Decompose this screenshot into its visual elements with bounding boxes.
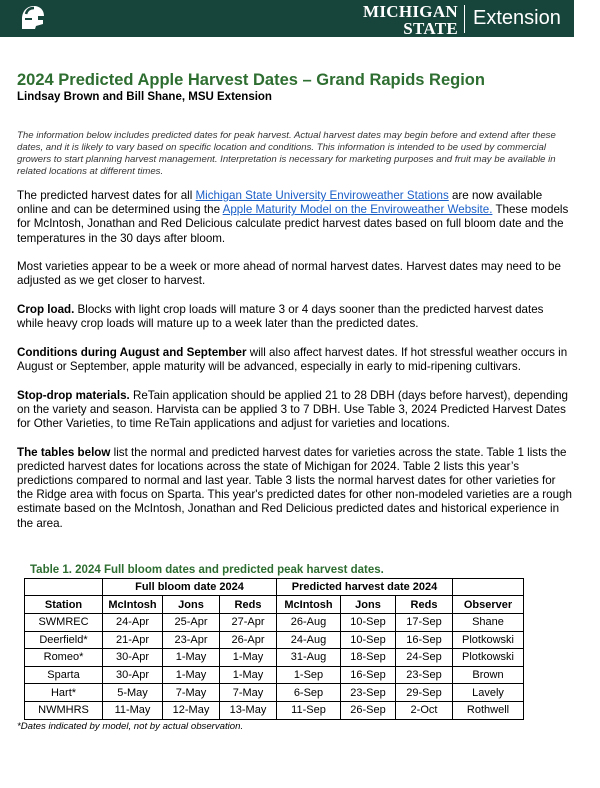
table-cell: Plotkowski	[453, 649, 524, 667]
paragraph-intro	[17, 189, 573, 246]
paragraph-tables	[17, 446, 573, 531]
paragraph-stop-drop	[17, 389, 573, 432]
col-header-bloom-reds: Reds	[220, 596, 277, 614]
table-cell: 26-Apr	[220, 631, 277, 649]
table-footnote: *Dates indicated by model, not by actual observation.	[17, 720, 244, 732]
disclaimer: The information below includes predicted dates for peak harvest. Actual harvest dates may begin before and extend after these dates, and it is likely to vary based on specific location and conditions. This information is intended to be used by commercial growers to start planning harvest management. Interpretation is necessary for marketing purposes and fruit may be available in related locations at different times.	[17, 130, 556, 177]
table-cell: 30-Apr	[103, 666, 163, 684]
col-header-bloom-jons: Jons	[163, 596, 220, 614]
table-cell: 2-Oct	[396, 701, 453, 719]
p1-text-b: are now available online and can be determined using the	[17, 189, 543, 217]
table-cell: 23-Apr	[163, 631, 220, 649]
table-cell: 11-Sep	[277, 701, 341, 719]
table-cell: Shane	[453, 614, 524, 632]
brand-top: MICHIGAN STATE	[363, 2, 458, 38]
table-cell: 11-May	[103, 701, 163, 719]
table-cell: 12-May	[163, 701, 220, 719]
table-cell: 24-Apr	[103, 614, 163, 632]
crop-load-text: Blocks with light crop loads will mature 3 or 4 days sooner than the predicted harvest dates while heavy crop loads will mature up to a week later than the predicted dates.	[17, 303, 544, 331]
authors: Lindsay Brown and Bill Shane, MSU Extension	[17, 91, 272, 103]
table-cell: 27-Apr	[220, 614, 277, 632]
table-cell: 23-Sep	[396, 666, 453, 684]
table-cell: 5-May	[103, 684, 163, 702]
table1-title: Table 1. 2024 Full bloom dates and predicted peak harvest dates.	[30, 563, 384, 576]
p1-text-c: These models for McIntosh, Jonathan and Red Delicious calculate predict harvest dates based on full bloom date and the temperatures in the 30 days after bloom.	[17, 203, 569, 245]
table-cell: 7-May	[220, 684, 277, 702]
harvest-table	[24, 578, 524, 720]
msu-wordmark[interactable]	[340, 2, 463, 50]
table-cell: 10-Sep	[341, 614, 396, 632]
table-cell: Romeo*	[25, 649, 103, 667]
table-cell: 13-May	[220, 701, 277, 719]
spartan-helmet-icon	[16, 2, 48, 34]
conditions-heading: Conditions during August and September	[17, 345, 247, 359]
table-cell: 10-Sep	[341, 631, 396, 649]
col-header-observer: Observer	[453, 596, 524, 614]
tables-heading: The tables below	[17, 445, 111, 459]
table-cell: Plotkowski	[453, 631, 524, 649]
table-row	[25, 684, 524, 702]
table-cell: 31-Aug	[277, 649, 341, 667]
table-corner-cell	[453, 578, 524, 596]
col-header-harvest-mcintosh: McIntosh	[277, 596, 341, 614]
table-row	[25, 614, 524, 632]
enviroweather-stations-link[interactable]: Michigan State University Enviroweather Stations	[195, 189, 449, 202]
table-cell: 30-Apr	[103, 649, 163, 667]
brand-divider	[464, 5, 465, 33]
table-cell: 16-Sep	[396, 631, 453, 649]
table-cell: 1-Sep	[277, 666, 341, 684]
article-content	[17, 70, 573, 733]
table-cell: Deerfield*	[25, 631, 103, 649]
paragraph-ahead: Most varieties appear to be a week or more ahead of normal harvest dates. Harvest dates may need to be adjusted as we get closer to harvest.	[17, 260, 561, 288]
tables-text: list the normal and predicted harvest dates for varieties across the state. Table 1 lists the predicted harvest dates for locations across the state of Michigan for 2024. Table 2 lists this year’s predictions compared to normal and last year. Table 3 lists the normal harvest dates for other varieties for the Ridge area with focus on Sparta. This year's predicted dates for other non-modeled varieties are a rough estimate based on the McIntosh, Jonathan and Red Delicious predicted dates and historical experience in the area.	[17, 445, 572, 530]
p1-text-a: The predicted harvest dates for all	[17, 189, 196, 202]
table-corner-cell	[25, 578, 103, 596]
table-cell: 25-Apr	[163, 614, 220, 632]
col-header-harvest-reds: Reds	[396, 596, 453, 614]
table-cell: 17-Sep	[396, 614, 453, 632]
table-row	[25, 631, 524, 649]
table-cell: 6-Sep	[277, 684, 341, 702]
conditions-text: will also affect harvest dates. If hot stressful weather occurs in August or September, apple maturity will be advanced, especially in early to mid-ripening cultivars.	[17, 345, 568, 373]
table-cell: 26-Aug	[277, 614, 341, 632]
table-cell: 1-May	[220, 666, 277, 684]
table-cell: 21-Apr	[103, 631, 163, 649]
table-cell: Sparta	[25, 666, 103, 684]
table-cell: Hart*	[25, 684, 103, 702]
table-cell: 24-Aug	[277, 631, 341, 649]
crop-load-heading: Crop load.	[17, 303, 75, 316]
table-cell: 23-Sep	[341, 684, 396, 702]
predicted-harvest-group-header: Predicted harvest date 2024	[277, 578, 453, 596]
table-cell: Brown	[453, 666, 524, 684]
table-cell: 7-May	[163, 684, 220, 702]
col-header-bloom-mcintosh: McIntosh	[103, 596, 163, 614]
table-header-row	[25, 596, 524, 614]
table-cell: NWMHRS	[25, 701, 103, 719]
table-row	[25, 649, 524, 667]
table-cell: Lavely	[453, 684, 524, 702]
table-cell: 24-Sep	[396, 649, 453, 667]
table-row	[25, 701, 524, 719]
paragraph-crop-load	[17, 303, 573, 331]
col-header-harvest-jons: Jons	[341, 596, 396, 614]
brand-bottom: UNIVERSITY	[347, 38, 463, 49]
table-cell: SWMREC	[25, 614, 103, 632]
table-cell: 1-May	[163, 649, 220, 667]
table-cell: 29-Sep	[396, 684, 453, 702]
table-group-header-row	[25, 578, 524, 596]
table-cell: 16-Sep	[341, 666, 396, 684]
page-title: 2024 Predicted Apple Harvest Dates – Grand Rapids Region	[17, 71, 485, 89]
table-cell: 1-May	[220, 649, 277, 667]
apple-maturity-model-link[interactable]: Apple Maturity Model on the Enviroweather Website.	[222, 203, 493, 217]
header-bar	[0, 0, 574, 49]
table-row	[25, 666, 524, 684]
stop-drop-text: ReTain application should be applied 21 to 28 DBH (days before harvest), depending on the variety and season. Harvista can be applied 3 to 7 DBH. Use Table 3, 2024 Predicted Harvest Dates for Other Varieties, to time ReTain applications and adjust for varieties and locations.	[17, 388, 569, 430]
table-cell: 1-May	[163, 666, 220, 684]
table-cell: 18-Sep	[341, 649, 396, 667]
paragraph-conditions	[17, 346, 573, 374]
table-cell: 26-Sep	[341, 701, 396, 719]
full-bloom-group-header: Full bloom date 2024	[103, 578, 277, 596]
col-header-station: Station	[25, 596, 103, 614]
stop-drop-heading: Stop-drop materials.	[17, 388, 130, 402]
table-cell: Rothwell	[453, 701, 524, 719]
extension-label[interactable]: Extension	[473, 7, 561, 29]
